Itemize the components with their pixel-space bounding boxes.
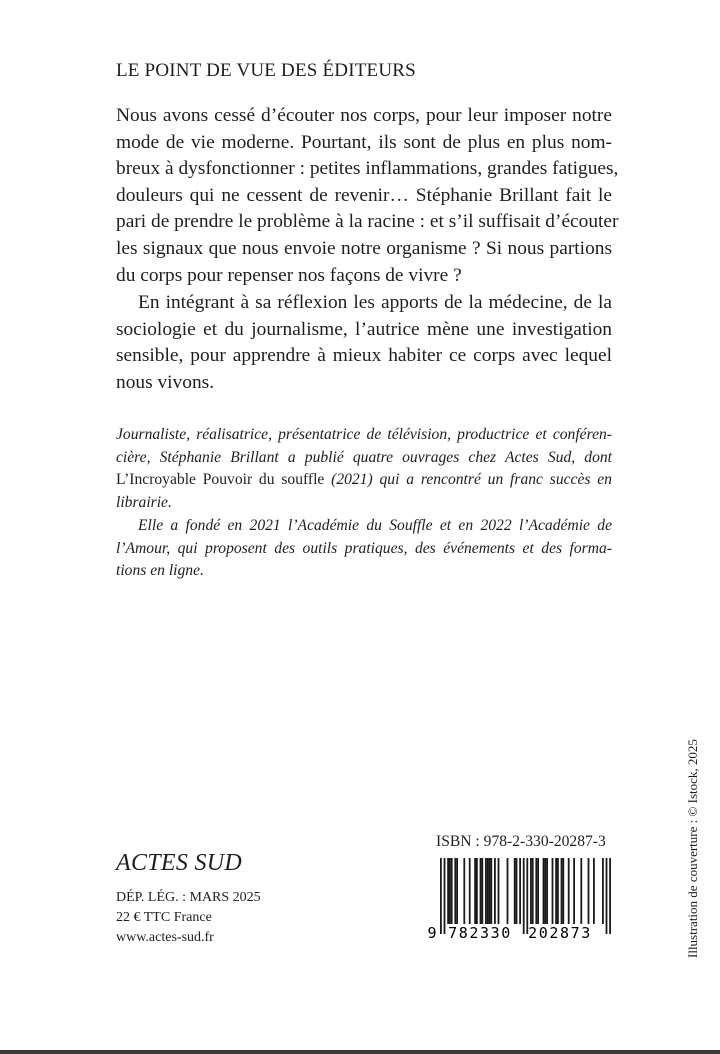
barcode-bar <box>532 858 534 924</box>
barcode-bar <box>476 858 478 924</box>
barcode-bar <box>444 858 446 934</box>
barcode-bar <box>552 858 554 924</box>
barcode-bar <box>447 858 449 924</box>
barcode-left-digits: 782330 <box>448 924 512 942</box>
barcode-bar <box>480 858 482 924</box>
barcode <box>426 858 616 942</box>
barcode-bar <box>562 858 564 924</box>
bio-text: (2021) qui a rencontré un franc succès en <box>324 471 612 489</box>
barcode-bar <box>555 858 557 924</box>
barcode-bar <box>489 858 491 924</box>
blurb-line: du corps pour repenser nos façons de vivre ? <box>116 264 462 286</box>
barcode-bar <box>498 858 500 924</box>
barcode-bar <box>481 858 483 924</box>
barcode-bar <box>544 858 546 924</box>
blurb-line: douleurs qui ne cessent de revenir… Stéphanie Brillant fait le <box>116 184 612 206</box>
barcode-bar <box>474 858 476 924</box>
barcode-bar <box>588 858 590 924</box>
blurb-line: pari de prendre le problème à la racine : et s’il suffisait d’écouter <box>116 211 619 233</box>
barcode-bar <box>454 858 456 924</box>
barcode-bar <box>494 858 496 924</box>
barcode-bar <box>568 858 570 924</box>
bio-line: Elle a fondé en 2021 l’Académie du Souffle et en 2022 l’Académie de <box>138 517 612 534</box>
book-title: L’Incroyable Pouvoir du souffle <box>116 471 325 489</box>
barcode-bar <box>523 858 525 934</box>
bio-line: Journaliste, réalisatrice, présentatrice de télévision, productrice et conféren- <box>116 426 612 443</box>
bio-line: tions en ligne. <box>116 562 204 580</box>
blurb-line: mode de vie moderne. Pourtant, ils sont de plus en plus nom- <box>116 131 612 153</box>
author-bio-paragraph-1 <box>116 424 612 515</box>
barcode-bar <box>546 858 548 924</box>
barcode-bar <box>490 858 492 924</box>
section-title: LE POINT DE VUE DES ÉDITEURS <box>116 60 416 81</box>
barcode-bar <box>602 858 604 924</box>
legal-info <box>116 888 261 948</box>
bio-line: l’Amour, qui proposent des outils pratiques, des événements et des forma- <box>116 539 612 557</box>
barcode-bar <box>449 858 451 924</box>
website-link[interactable]: www.actes-sud.fr <box>116 930 214 945</box>
barcode-bar <box>456 858 458 924</box>
blurb-paragraph-2 <box>116 290 612 396</box>
bottom-edge-rule <box>0 1050 720 1054</box>
bio-line: cière, Stéphanie Brillant a publié quatre ouvrages chez Actes Sud, dont <box>116 448 612 466</box>
author-bio-paragraph-2 <box>116 515 612 583</box>
blurb-line: les signaux que nous envoie notre organisme ? Si nous partions <box>116 237 612 259</box>
blurb-line: Nous avons cessé d’écouter nos corps, pour leur imposer notre <box>116 105 612 126</box>
barcode-bar <box>543 858 545 924</box>
barcode-bar <box>507 858 509 924</box>
barcode-bar <box>487 858 489 924</box>
isbn-label: ISBN : 978-2-330-20287-3 <box>436 833 606 850</box>
barcode-bar <box>451 858 453 924</box>
cover-credit: Illustration de couverture : © Istock, 2025 <box>685 739 700 958</box>
legal-deposit: DÉP. LÉG. : MARS 2025 <box>116 890 261 905</box>
blurb-line: En intégrant à sa réflexion les apports de la médecine, de la <box>138 292 612 313</box>
barcode-bar <box>606 858 608 934</box>
barcode-bar <box>561 858 563 924</box>
barcode-bar <box>526 858 528 934</box>
bio-line: librairie. <box>116 494 172 512</box>
blurb-paragraph-1 <box>116 103 619 289</box>
barcode-bar <box>609 858 611 934</box>
barcode-bar <box>537 858 539 924</box>
barcode-bar <box>593 858 595 924</box>
barcode-bar <box>573 858 575 924</box>
blurb-line: sensible, pour apprendre à mieux habiter ce corps avec lequel <box>116 345 612 367</box>
barcode-bar <box>514 858 516 924</box>
blurb-line: sociologie et du journalisme, l’autrice mène une investigation <box>116 318 612 340</box>
bio-line <box>116 469 612 492</box>
barcode-bar <box>485 858 487 924</box>
barcode-lead-digit: 9 <box>427 924 437 942</box>
price: 22 € TTC France <box>116 910 212 925</box>
barcode-bars <box>440 858 611 934</box>
barcode-bar <box>516 858 518 924</box>
barcode-bar <box>519 858 521 924</box>
barcode-bar <box>469 858 471 924</box>
blurb-line: nous vivons. <box>116 371 215 393</box>
barcode-bar <box>535 858 537 924</box>
barcode-right-digits: 202873 <box>528 924 592 942</box>
barcode-bar <box>463 858 465 924</box>
barcode-bar <box>557 858 559 924</box>
publisher-logo: ACTES SUD <box>116 850 243 876</box>
barcode-bar <box>580 858 582 924</box>
barcode-bar <box>440 858 442 934</box>
barcode-bar <box>530 858 532 924</box>
blurb-line: breux à dysfonctionner : petites inflammations, grandes fatigues, <box>116 158 619 180</box>
